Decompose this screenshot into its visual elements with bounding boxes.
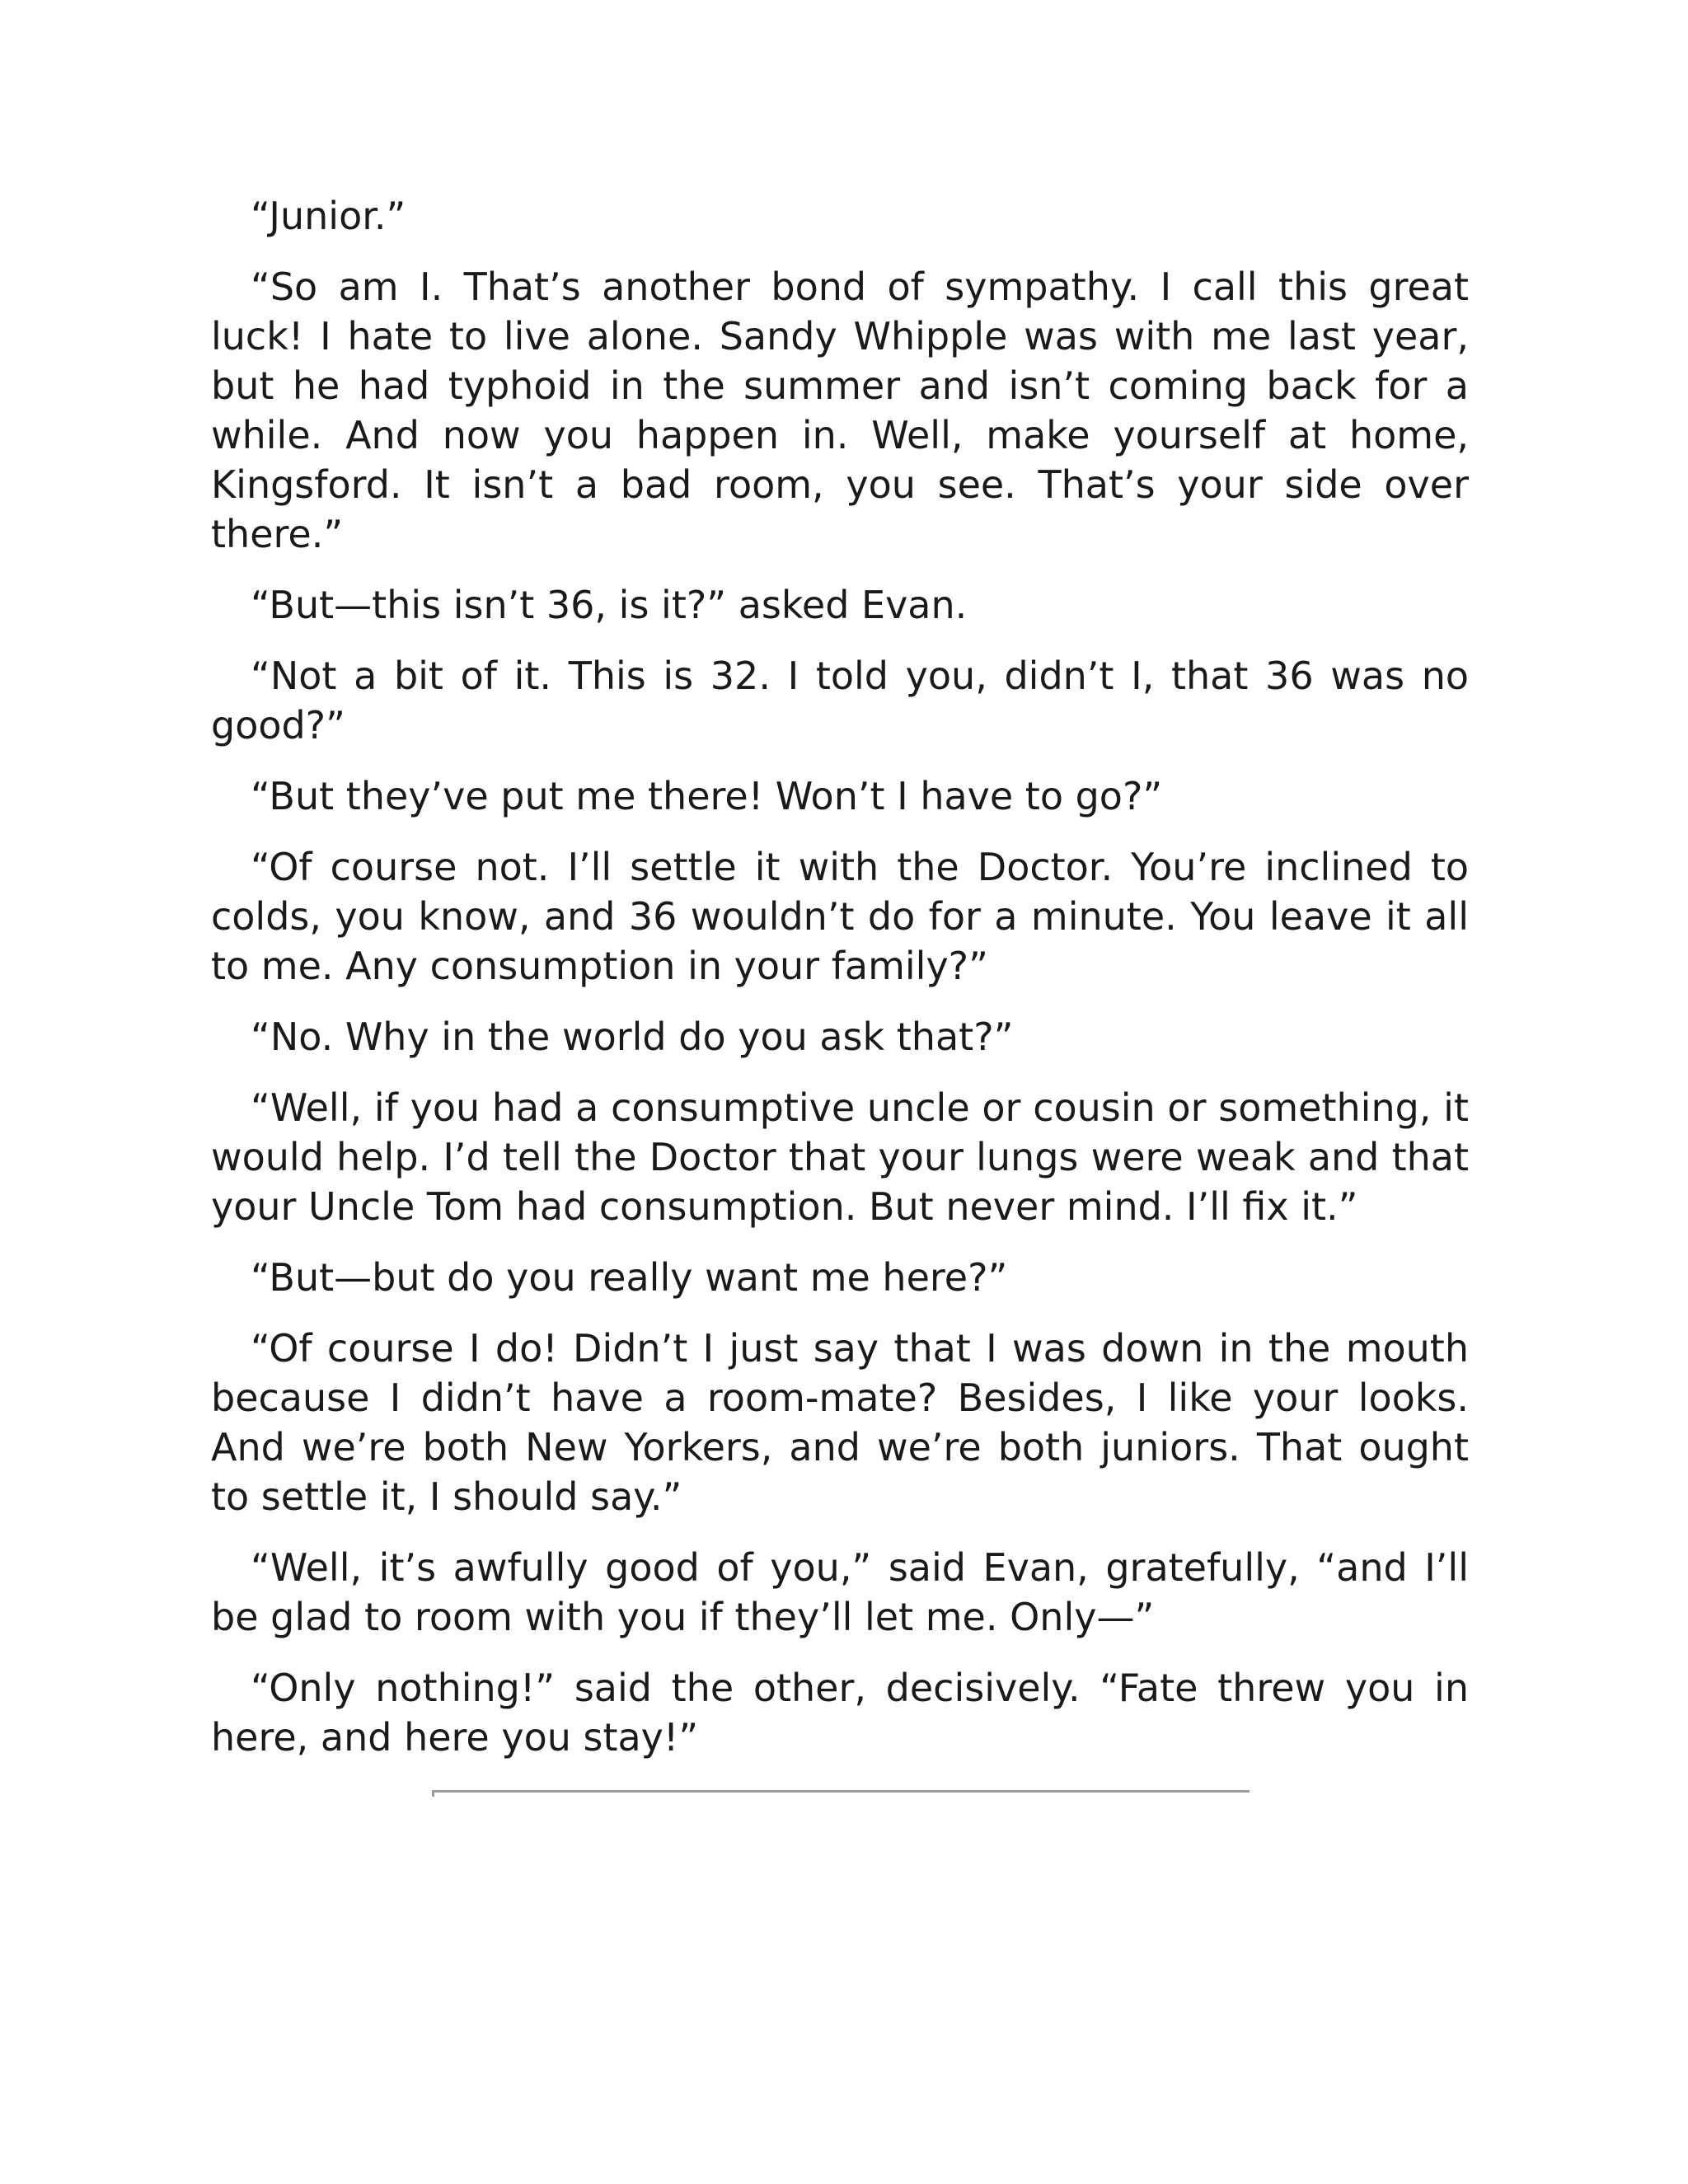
- paragraph: “No. Why in the world do you ask that?”: [251, 1015, 1014, 1059]
- paragraph: “Only nothing!” said the other, decisively. “Fate threw you in here, and here you stay!”: [211, 1666, 1469, 1760]
- paragraph: “Of course not. I’ll settle it with the Doctor. You’re inclined to colds, you know, and 36 wouldn’t do for a minute. You leave it all to me. Any consumption in your family?”: [211, 845, 1469, 988]
- paragraph: “So am I. That’s another bond of sympathy. I call this great luck! I hate to live alone. Sandy Whipple was with me last year, but he had typhoid in the summer and isn’t coming back for a while. And now you happen in. Well, make yourself at home, Kingsford. It isn’t a bad room, you see. That’s your side over there.”: [211, 265, 1469, 556]
- paragraph: “Of course I do! Didn’t I just say that I was down in the mouth because I didn’t have a room-mate? Besides, I like your looks. And we’re both New Yorkers, and we’re both juniors. That ought to settle it, I should say.”: [211, 1326, 1469, 1519]
- paragraph: “Junior.”: [251, 194, 406, 238]
- paragraph: “Not a bit of it. This is 32. I told you, didn’t I, that 36 was no good?”: [211, 654, 1469, 748]
- paragraph: “But—this isn’t 36, is it?” asked Evan.: [251, 583, 968, 627]
- paragraph: “Well, if you had a consumptive uncle or cousin or something, it would help. I’d tell the Doctor that your lungs were weak and that your Uncle Tom had consumption. But never mind. I’ll fix it.”: [211, 1085, 1469, 1229]
- paragraph: “But they’ve put me there! Won’t I have to go?”: [251, 774, 1163, 818]
- paragraph: “Well, it’s awfully good of you,” said Evan, gratefully, “and I’ll be glad to room with you if they’ll let me. Only—”: [211, 1545, 1469, 1639]
- page-body: [211, 191, 1469, 1783]
- section-divider-tick: [432, 1790, 434, 1797]
- section-divider: [432, 1790, 1250, 1793]
- paragraph: “But—but do you really want me here?”: [251, 1255, 1008, 1300]
